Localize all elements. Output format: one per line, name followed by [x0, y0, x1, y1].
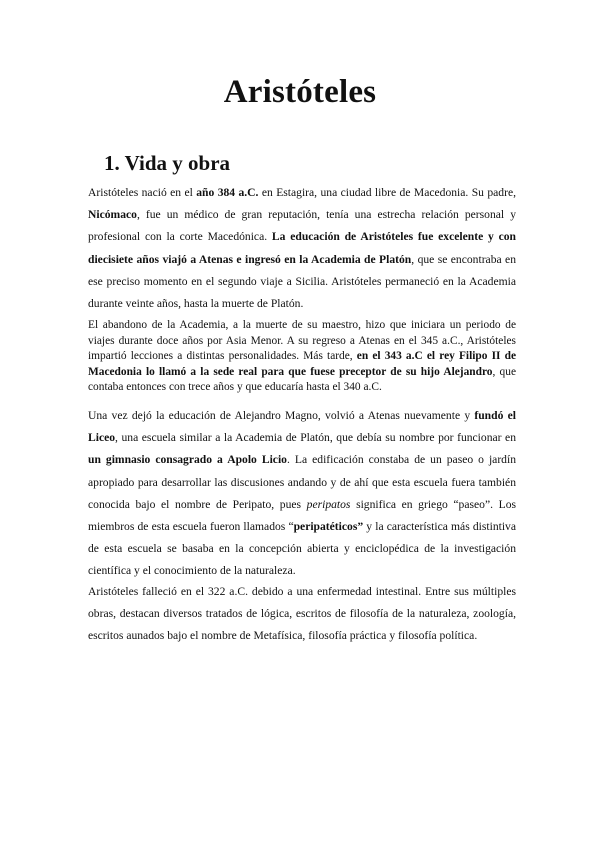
text-run: Aristóteles falleció en el 322 a.C. debido a una enfermedad intestinal. Entre sus múltiples obras, destacan diversos tratados de lógica, escritos de filosofía de la naturaleza, zoología, escritos aunados bajo el nombre de Metafísica, filosofía práctica y filosofía política. [88, 585, 516, 643]
document-title: Aristóteles [223, 74, 377, 110]
text-run: en Estagira, una ciudad libre de Macedonia. Su padre, [258, 186, 516, 199]
text-run: Aristóteles nació en el [88, 186, 197, 199]
paragraph-lyceum [88, 405, 516, 583]
section-heading: 1. Vida y obra [104, 151, 231, 175]
text-run: . La edificación constaba de un paseo o jardín apropiado para desarrollar las discusiones andando y de ahí que esta escuela fuera también conocida bajo el nombre de Peripato, pues [88, 453, 516, 511]
bold-text-run: Nicómaco [88, 208, 137, 222]
text-run: Una vez dejó la educación de Alejandro Magno, volvió a Atenas nuevamente y [88, 409, 475, 422]
italic-text-run: peripatos [306, 497, 351, 511]
paragraph-academy-departure [88, 318, 516, 396]
bold-text-run: un gimnasio consagrado a Apolo Licio [88, 453, 287, 467]
text-run: , fue un médico de gran reputación, tenía una estrecha relación personal y profesional con la corte Macedónica. [88, 208, 516, 244]
bold-text-run: La educación de Aristóteles fue excelente y con diecisiete años viajó a Atenas e ingresó en la Academia de Platón [88, 230, 516, 266]
text-run: El abandono de la Academia, a la muerte de su maestro, hizo que iniciara un periodo de viajes durante doce años por Asia Menor. A su regreso a Atenas en el 345 a.C., Aristóteles impartió lecciones a distintas personalidades. Más tarde, [88, 319, 516, 363]
bold-text-run: peripatéticos” [293, 520, 364, 534]
text-run: , que se encontraba en ese preciso momento en el segundo viaje a Sicilia. Aristóteles permaneció en la Academia durante veinte años, hasta la muerte de Platón. [88, 252, 516, 311]
text-run: , una escuela similar a la Academia de Platón, que debía su nombre por funcionar en [115, 431, 516, 445]
paragraph-life-intro [88, 182, 516, 315]
bold-text-run: en el 343 a.C el rey Filipo II de Macedonia lo llamó a la sede real para que fuese preceptor de su hijo Alejandro [88, 350, 516, 378]
bold-text-run: año 384 a.C. [196, 186, 259, 199]
text-run: , que contaba entonces con trece años y que educaría hasta el 340 a.C. [88, 365, 516, 394]
bold-text-run: fundó el Liceo [88, 409, 516, 445]
paragraph-death-works [88, 581, 516, 648]
text-run: y la característica más distintiva de esta escuela se basaba en la concepción abierta y enciclopédica de la investigación científica y el conocimiento de la naturaleza. [88, 520, 517, 578]
text-run: significa en griego “paseo”. Los miembros de esta escuela fueron llamados “ [88, 497, 516, 534]
